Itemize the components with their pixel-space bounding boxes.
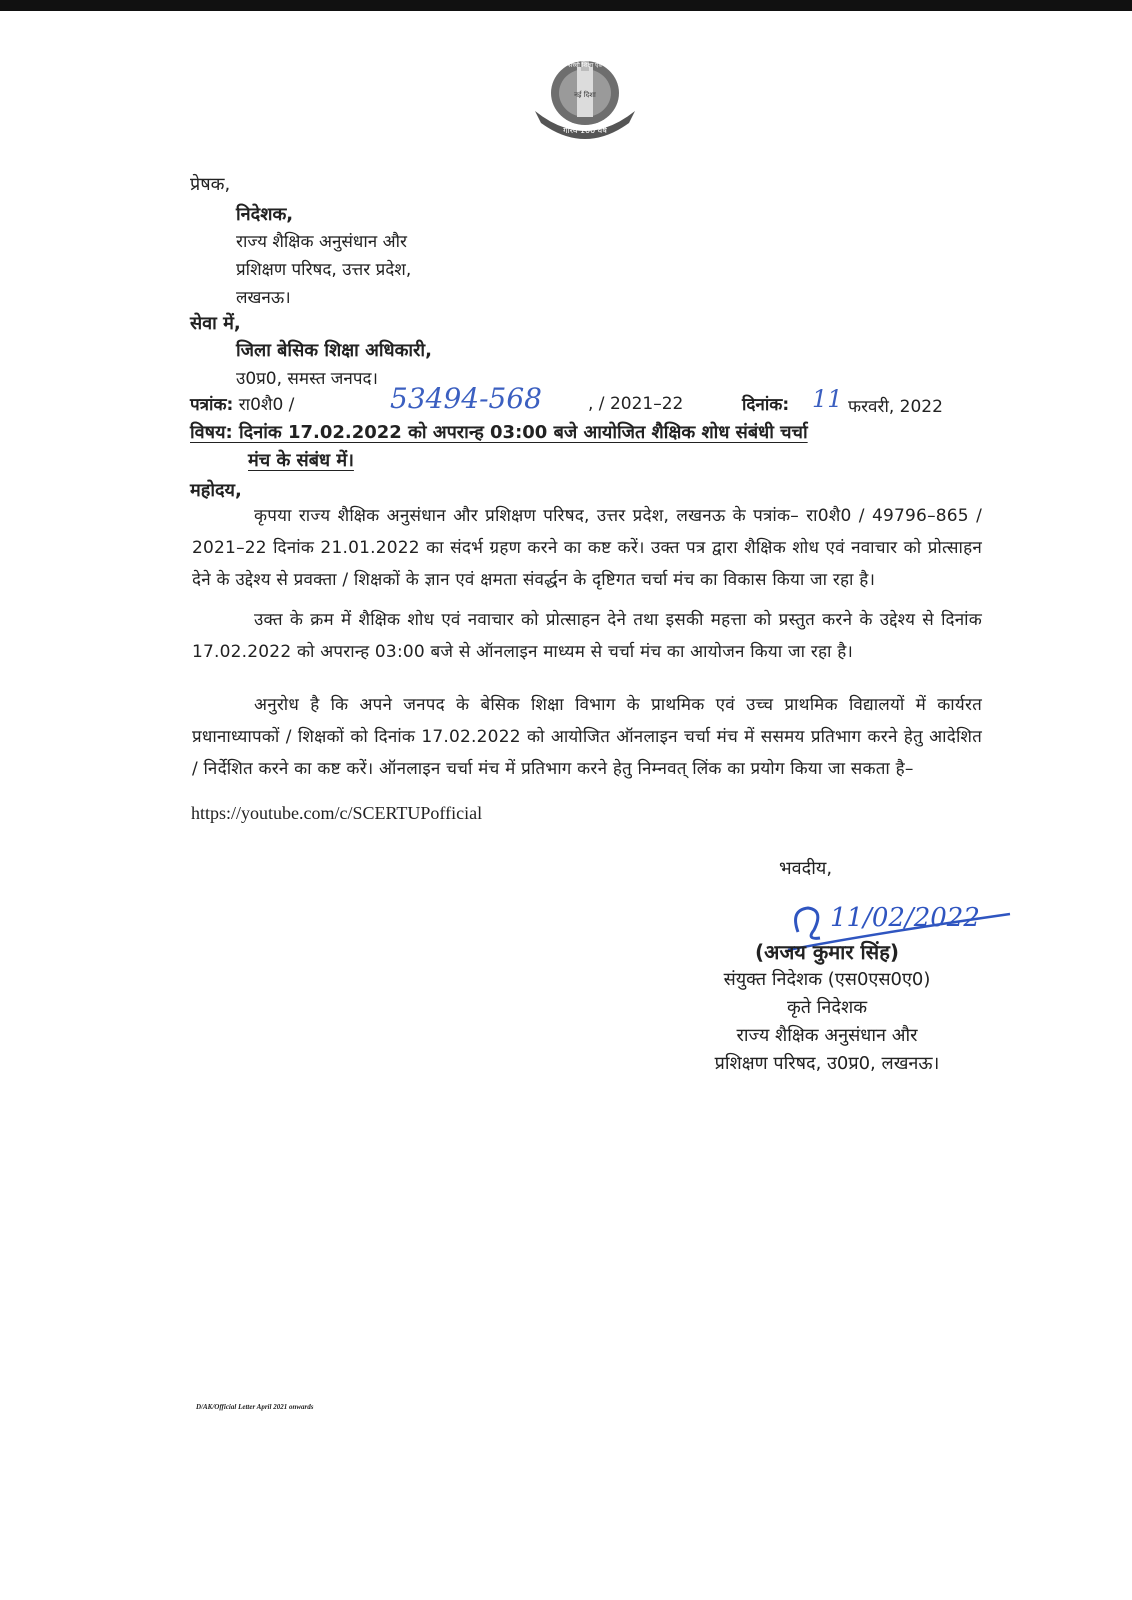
emblem-arc-text: सच्ची शिक्षा एवं: [568, 62, 602, 69]
date-month-year: फरवरी, 2022: [848, 397, 943, 417]
signature-block: [672, 938, 982, 1078]
body-paragraph-1: कृपया राज्य शैक्षिक अनुसंधान और प्रशिक्षण परिषद, उत्तर प्रदेश, लखनऊ के पत्रांक– रा0शै0 / 49796–865 / 2021–22 दिनांक 21.01.2022 का संदर्भ ग्रहण करने का कष्ट करें। उक्त पत्र द्वारा शैक्षिक शोध एवं नवाचार को प्रोत्साहन देने के उद्देश्य से प्रवक्ता / शिक्षकों के ज्ञान एवं क्षमता संवर्द्धन के दृष्टिगत चर्चा मंच का विकास किया जा रहा है।: [192, 506, 982, 590]
reference-label: पत्रांक:: [190, 395, 234, 415]
salutation: महोदय,: [190, 480, 242, 501]
signatory-org-1: राज्य शैक्षिक अनुसंधान और: [736, 1025, 918, 1046]
youtube-link[interactable]: https://youtube.com/c/SCERTUPofficial: [191, 803, 483, 823]
body-paragraph-2: उक्त के क्रम में शैक्षिक शोध एवं नवाचार को प्रोत्साहन देने तथा इसकी महत्ता को प्रस्तुत करने के उद्देश्य से दिनांक 17.02.2022 को अपरान्ह 03:00 बजे से ऑनलाइन माध्यम से चर्चा मंच का आयोजन किया जा रहा है।: [192, 610, 982, 662]
scan-top-edge: [0, 0, 1132, 11]
emblem-center-text: नई दिशा: [574, 91, 596, 99]
sender-label: प्रेषक,: [190, 174, 231, 195]
signature-date: 11/02/2022: [830, 903, 980, 933]
handwritten-date-day: 11: [812, 385, 843, 413]
body-paragraph-3: अनुरोध है कि अपने जनपद के बेसिक शिक्षा विभाग के प्राथमिक एवं उच्च प्राथमिक विद्यालयों में कार्यरत प्रधानाध्यापकों / शिक्षकों को दिनांक 17.02.2022 को आयोजित ऑनलाइन चर्चा मंच में ससमय प्रतिभाग करने हेतु आदेशित / निर्देशित करने का कष्ट करें। ऑनलाइन चर्चा मंच में प्रतिभाग करने हेतु निम्नवत् लिंक का प्रयोग किया जा सकता है–: [192, 695, 982, 779]
reference-suffix: , / 2021–22: [588, 394, 684, 414]
reference-prefix: रा0शै0 /: [238, 395, 295, 415]
emblem-100-years-icon: [525, 53, 645, 143]
sender-title: निदेशक,: [236, 204, 294, 225]
recipient-title: जिला बेसिक शिक्षा अधिकारी,: [236, 340, 432, 361]
recipient-label: सेवा में,: [190, 313, 241, 334]
subject-line-1: विषय: दिनांक 17.02.2022 को अपरान्ह 03:00 बजे आयोजित शैक्षिक शोध संबंधी चर्चा: [190, 422, 808, 443]
signatory-designation: संयुक्त निदेशक (एस0एस0ए0): [723, 969, 931, 990]
signatory-org-2: प्रशिक्षण परिषद, उ0प्र0, लखनऊ।: [714, 1053, 940, 1074]
sender-line-1: राज्य शैक्षिक अनुसंधान और: [236, 232, 407, 252]
closing: भवदीय,: [779, 858, 833, 879]
signatory-name: (अजय कुमार सिंह): [755, 940, 899, 964]
recipient-line-1: उ0प्र0, समस्त जनपद।: [236, 369, 378, 389]
footer-reference: D/AK/Official Letter April 2021 onwards: [196, 1403, 314, 1411]
handwritten-letter-number: 53494-568: [390, 382, 542, 415]
subject-line-2: मंच के संबंध में।: [248, 450, 354, 471]
sender-line-2: प्रशिक्षण परिषद, उत्तर प्रदेश,: [236, 260, 412, 280]
reference-line: [190, 392, 294, 415]
date-label: दिनांक:: [742, 395, 790, 415]
sender-line-3: लखनऊ।: [236, 288, 291, 308]
emblem-band-text: गौरव 100 वर्ष: [563, 126, 607, 135]
signatory-for-line: कृते निदेशक: [786, 997, 868, 1018]
